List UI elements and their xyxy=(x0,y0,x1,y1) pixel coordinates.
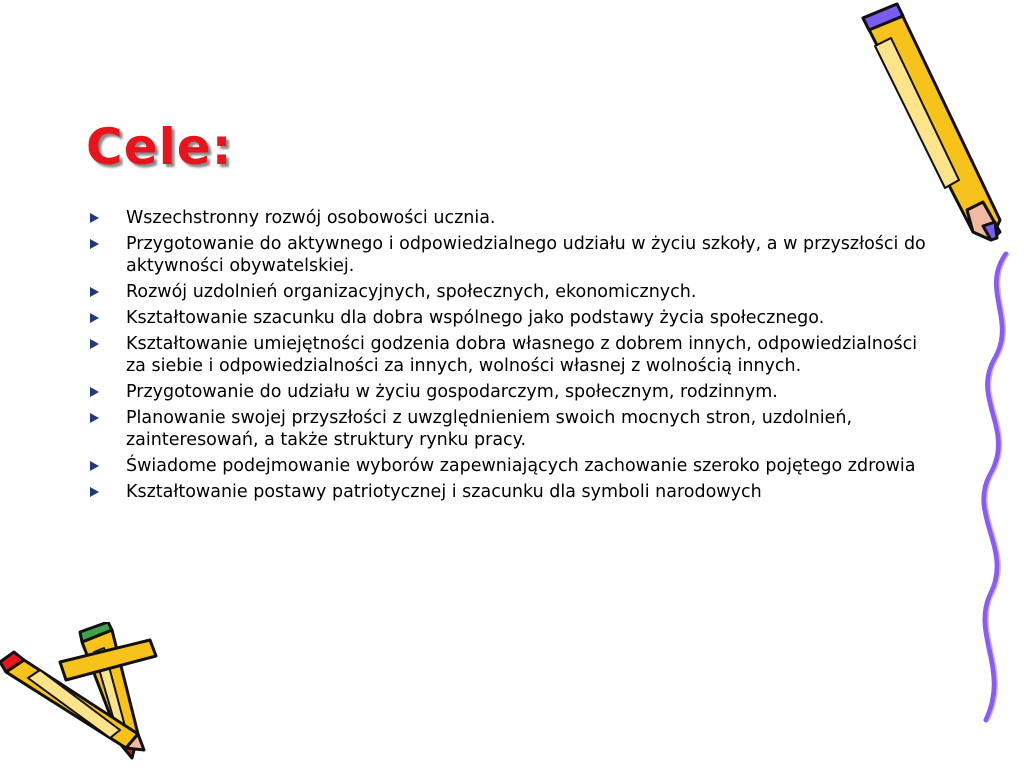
bullet-item xyxy=(90,381,940,403)
bullet-item xyxy=(90,281,940,303)
bullet-text: Planowanie swojej przyszłości z uwzględnieniem swoich mocnych stron, uzdolnień, zainteresowań, a także struktury rynku pracy. xyxy=(126,408,853,450)
bullet-item xyxy=(90,481,940,503)
bullet-arrow-icon xyxy=(90,213,99,223)
bullet-text: Kształtowanie postawy patriotycznej i szacunku dla symboli narodowych xyxy=(126,482,762,502)
slide-title: Cele: xyxy=(86,118,233,176)
bullet-text: Przygotowanie do aktywnego i odpowiedzialnego udziału w życiu szkoły, a w przyszłości do aktywności obywatelskiej. xyxy=(126,234,926,276)
bullet-arrow-icon xyxy=(90,387,99,397)
crossed-pencils-icon xyxy=(0,622,180,762)
bullet-text: Rozwój uzdolnień organizacyjnych, społecznych, ekonomicznych. xyxy=(126,282,697,302)
squiggle-line xyxy=(960,250,1024,730)
bullet-item xyxy=(90,233,940,277)
bullet-arrow-icon xyxy=(90,339,99,349)
bullet-arrow-icon xyxy=(90,313,99,323)
bullet-text: Kształtowanie umiejętności godzenia dobra własnego z dobrem innych, odpowiedzialności za siebie i odpowiedzialności za innych, wolności własnej z wolnością innych. xyxy=(126,334,918,376)
bullet-arrow-icon xyxy=(90,287,99,297)
bullet-item xyxy=(90,455,940,477)
bullet-text: Świadome podejmowanie wyborów zapewniających zachowanie szeroko pojętego zdrowia xyxy=(126,456,916,476)
bullet-item xyxy=(90,307,940,329)
pencil-icon xyxy=(855,0,1005,245)
bullet-item xyxy=(90,407,940,451)
bullet-arrow-icon xyxy=(90,413,99,423)
bullet-list xyxy=(90,207,940,507)
bullet-arrow-icon xyxy=(90,487,99,497)
bullet-arrow-icon xyxy=(90,239,99,249)
bullet-item xyxy=(90,207,940,229)
bullet-text: Kształtowanie szacunku dla dobra wspólnego jako podstawy życia społecznego. xyxy=(126,308,825,328)
bullet-text: Przygotowanie do udziału w życiu gospodarczym, społecznym, rodzinnym. xyxy=(126,382,778,402)
bullet-arrow-icon xyxy=(90,461,99,471)
bullet-text: Wszechstronny rozwój osobowości ucznia. xyxy=(126,208,496,228)
bullet-item xyxy=(90,333,940,377)
